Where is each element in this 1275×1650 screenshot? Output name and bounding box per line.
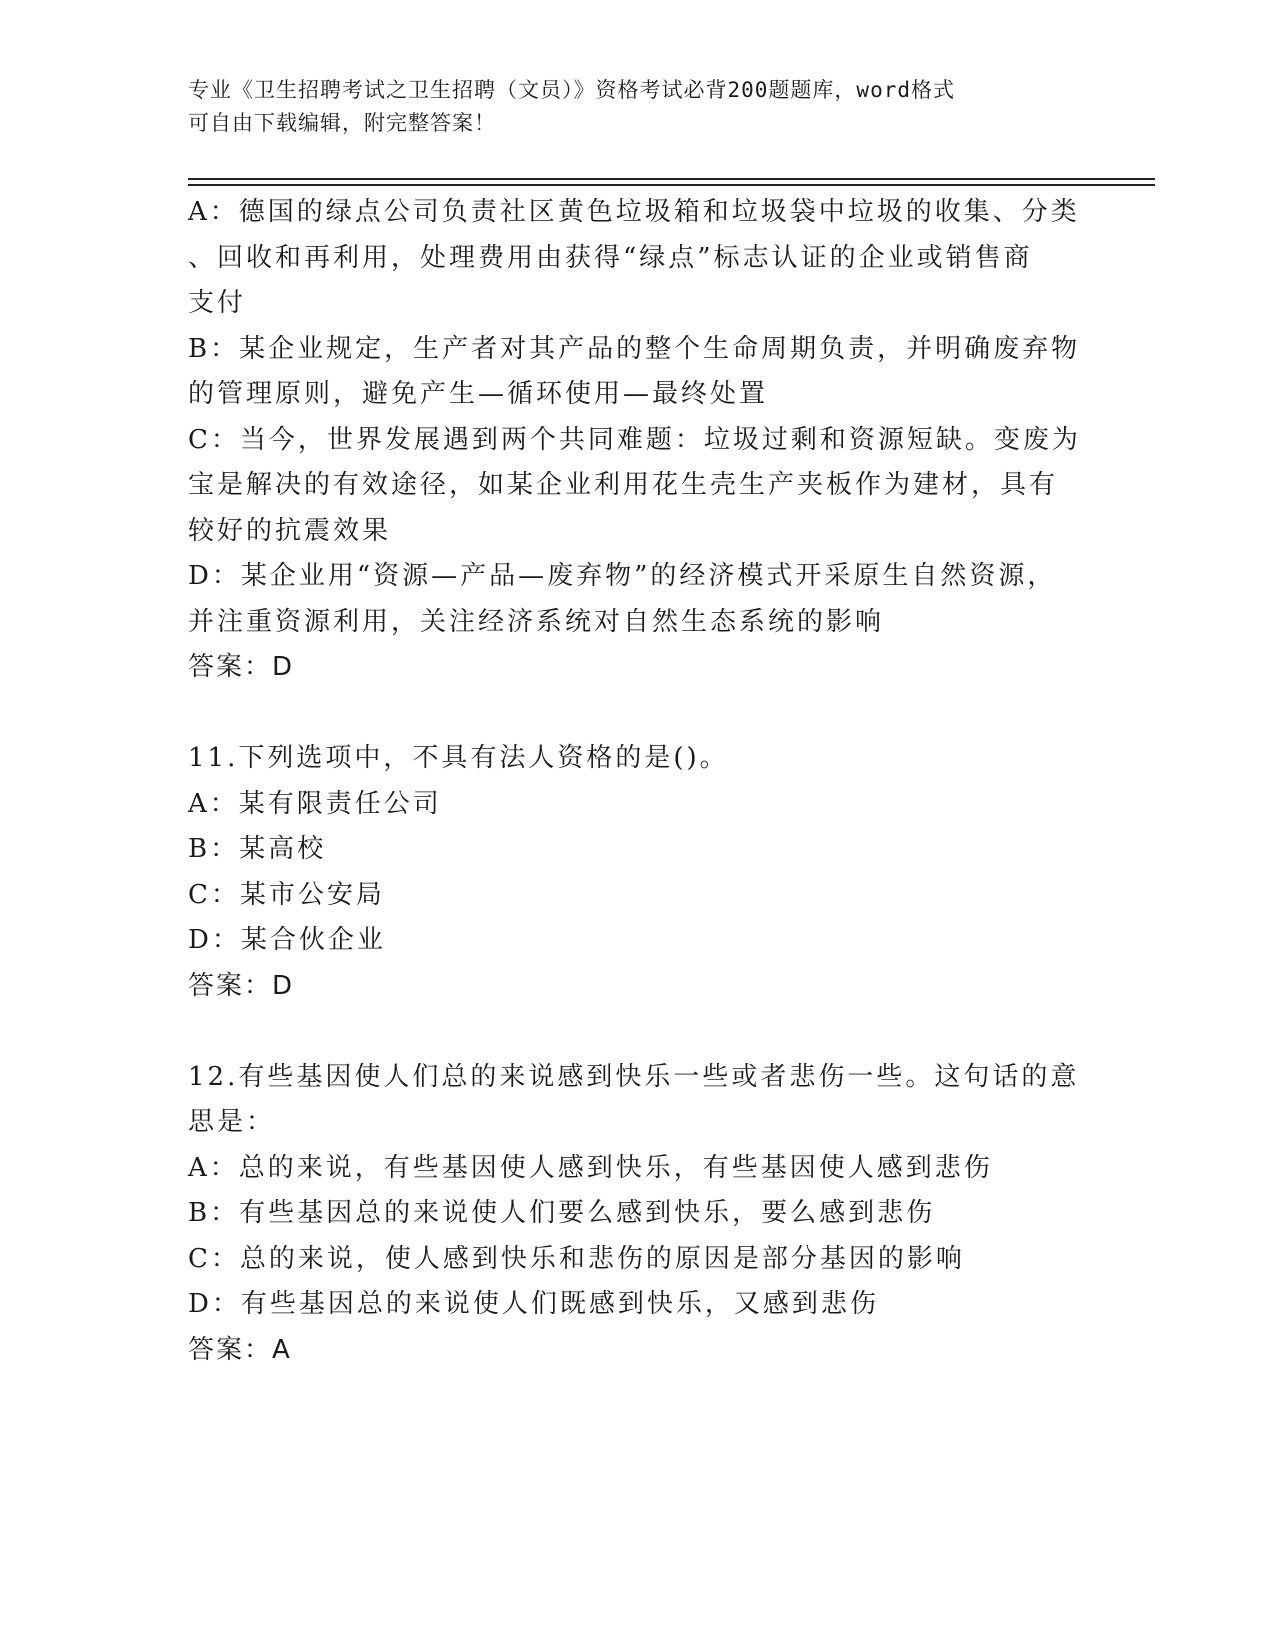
option-d-line-1: D：某企业用“资源—产品—废弃物”的经济模式开采原生自然资源， bbox=[188, 561, 1057, 591]
option-c: C：总的来说，使人感到快乐和悲伤的原因是部分基因的影响 bbox=[188, 1243, 965, 1274]
question-stem-line-2: 思是： bbox=[188, 1107, 276, 1137]
option-a bbox=[188, 190, 1088, 327]
answer-label: 答案：D bbox=[188, 652, 295, 682]
option-c: C：某市公安局 bbox=[188, 879, 385, 910]
option-a: A：总的来说，有些基因使人感到快乐，有些基因使人感到悲伤 bbox=[188, 1152, 993, 1183]
option-b: B：某高校 bbox=[188, 834, 327, 864]
option-b-line-2: 的管理原则，避免产生—循环使用—最终处置 bbox=[188, 379, 769, 409]
document-body bbox=[188, 190, 1088, 1373]
option-b: B：有些基因总的来说使人们要么感到快乐，要么感到悲伤 bbox=[188, 1198, 936, 1228]
question-12-block bbox=[188, 1055, 1088, 1374]
header-line-1: 专业《卫生招聘考试之卫生招聘（文员）》资格考试必背200题题库，word格式 bbox=[188, 78, 955, 102]
option-a-line-1: A：德国的绿点公司负责社区黄色垃圾箱和垃圾袋中垃圾的收集、分类 bbox=[188, 197, 1080, 227]
header-divider-bottom bbox=[188, 184, 1155, 186]
spacer bbox=[188, 691, 1088, 737]
question-11-block bbox=[188, 736, 1088, 1009]
spacer bbox=[188, 1009, 1088, 1055]
question-stem-line-1: 12.有些基因使人们总的来说感到快乐一些或者悲伤一些。这句话的意 bbox=[188, 1061, 1080, 1092]
header-line-2: 可自由下载编辑，附完整答案！ bbox=[188, 111, 496, 135]
option-c-line-3: 较好的抗震效果 bbox=[188, 515, 392, 546]
option-d: D：某合伙企业 bbox=[188, 925, 386, 955]
option-a-line-3: 支付 bbox=[188, 288, 247, 318]
option-d: D：有些基因总的来说使人们既感到快乐，又感到悲伤 bbox=[188, 1289, 879, 1319]
option-d-line-2: 并注重资源利用，关注经济系统对自然生态系统的影响 bbox=[188, 606, 885, 637]
answer-label: 答案：D bbox=[188, 970, 295, 1001]
answer-label: 答案：A bbox=[188, 1334, 292, 1365]
question-stem: 11.下列选项中，不具有法人资格的是()。 bbox=[188, 743, 729, 773]
option-a-line-2: 、回收和再利用，处理费用由获得“绿点”标志认证的企业或销售商 bbox=[188, 242, 1033, 273]
header-divider-top bbox=[188, 178, 1155, 180]
option-c bbox=[188, 418, 1088, 555]
option-b bbox=[188, 327, 1088, 418]
option-a: A：某有限责任公司 bbox=[188, 788, 442, 819]
question-10-block bbox=[188, 190, 1088, 691]
option-c-line-2: 宝是解决的有效途径，如某企业利用花生壳生产夹板作为建材，具有 bbox=[188, 470, 1059, 500]
option-c-line-1: C：当今，世界发展遇到两个共同难题：垃圾过剩和资源短缺。变废为 bbox=[188, 424, 1081, 455]
option-d bbox=[188, 554, 1088, 645]
document-header bbox=[188, 74, 1088, 140]
option-b-line-1: B：某企业规定，生产者对其产品的整个生命周期负责，并明确废弃物 bbox=[188, 333, 1081, 364]
